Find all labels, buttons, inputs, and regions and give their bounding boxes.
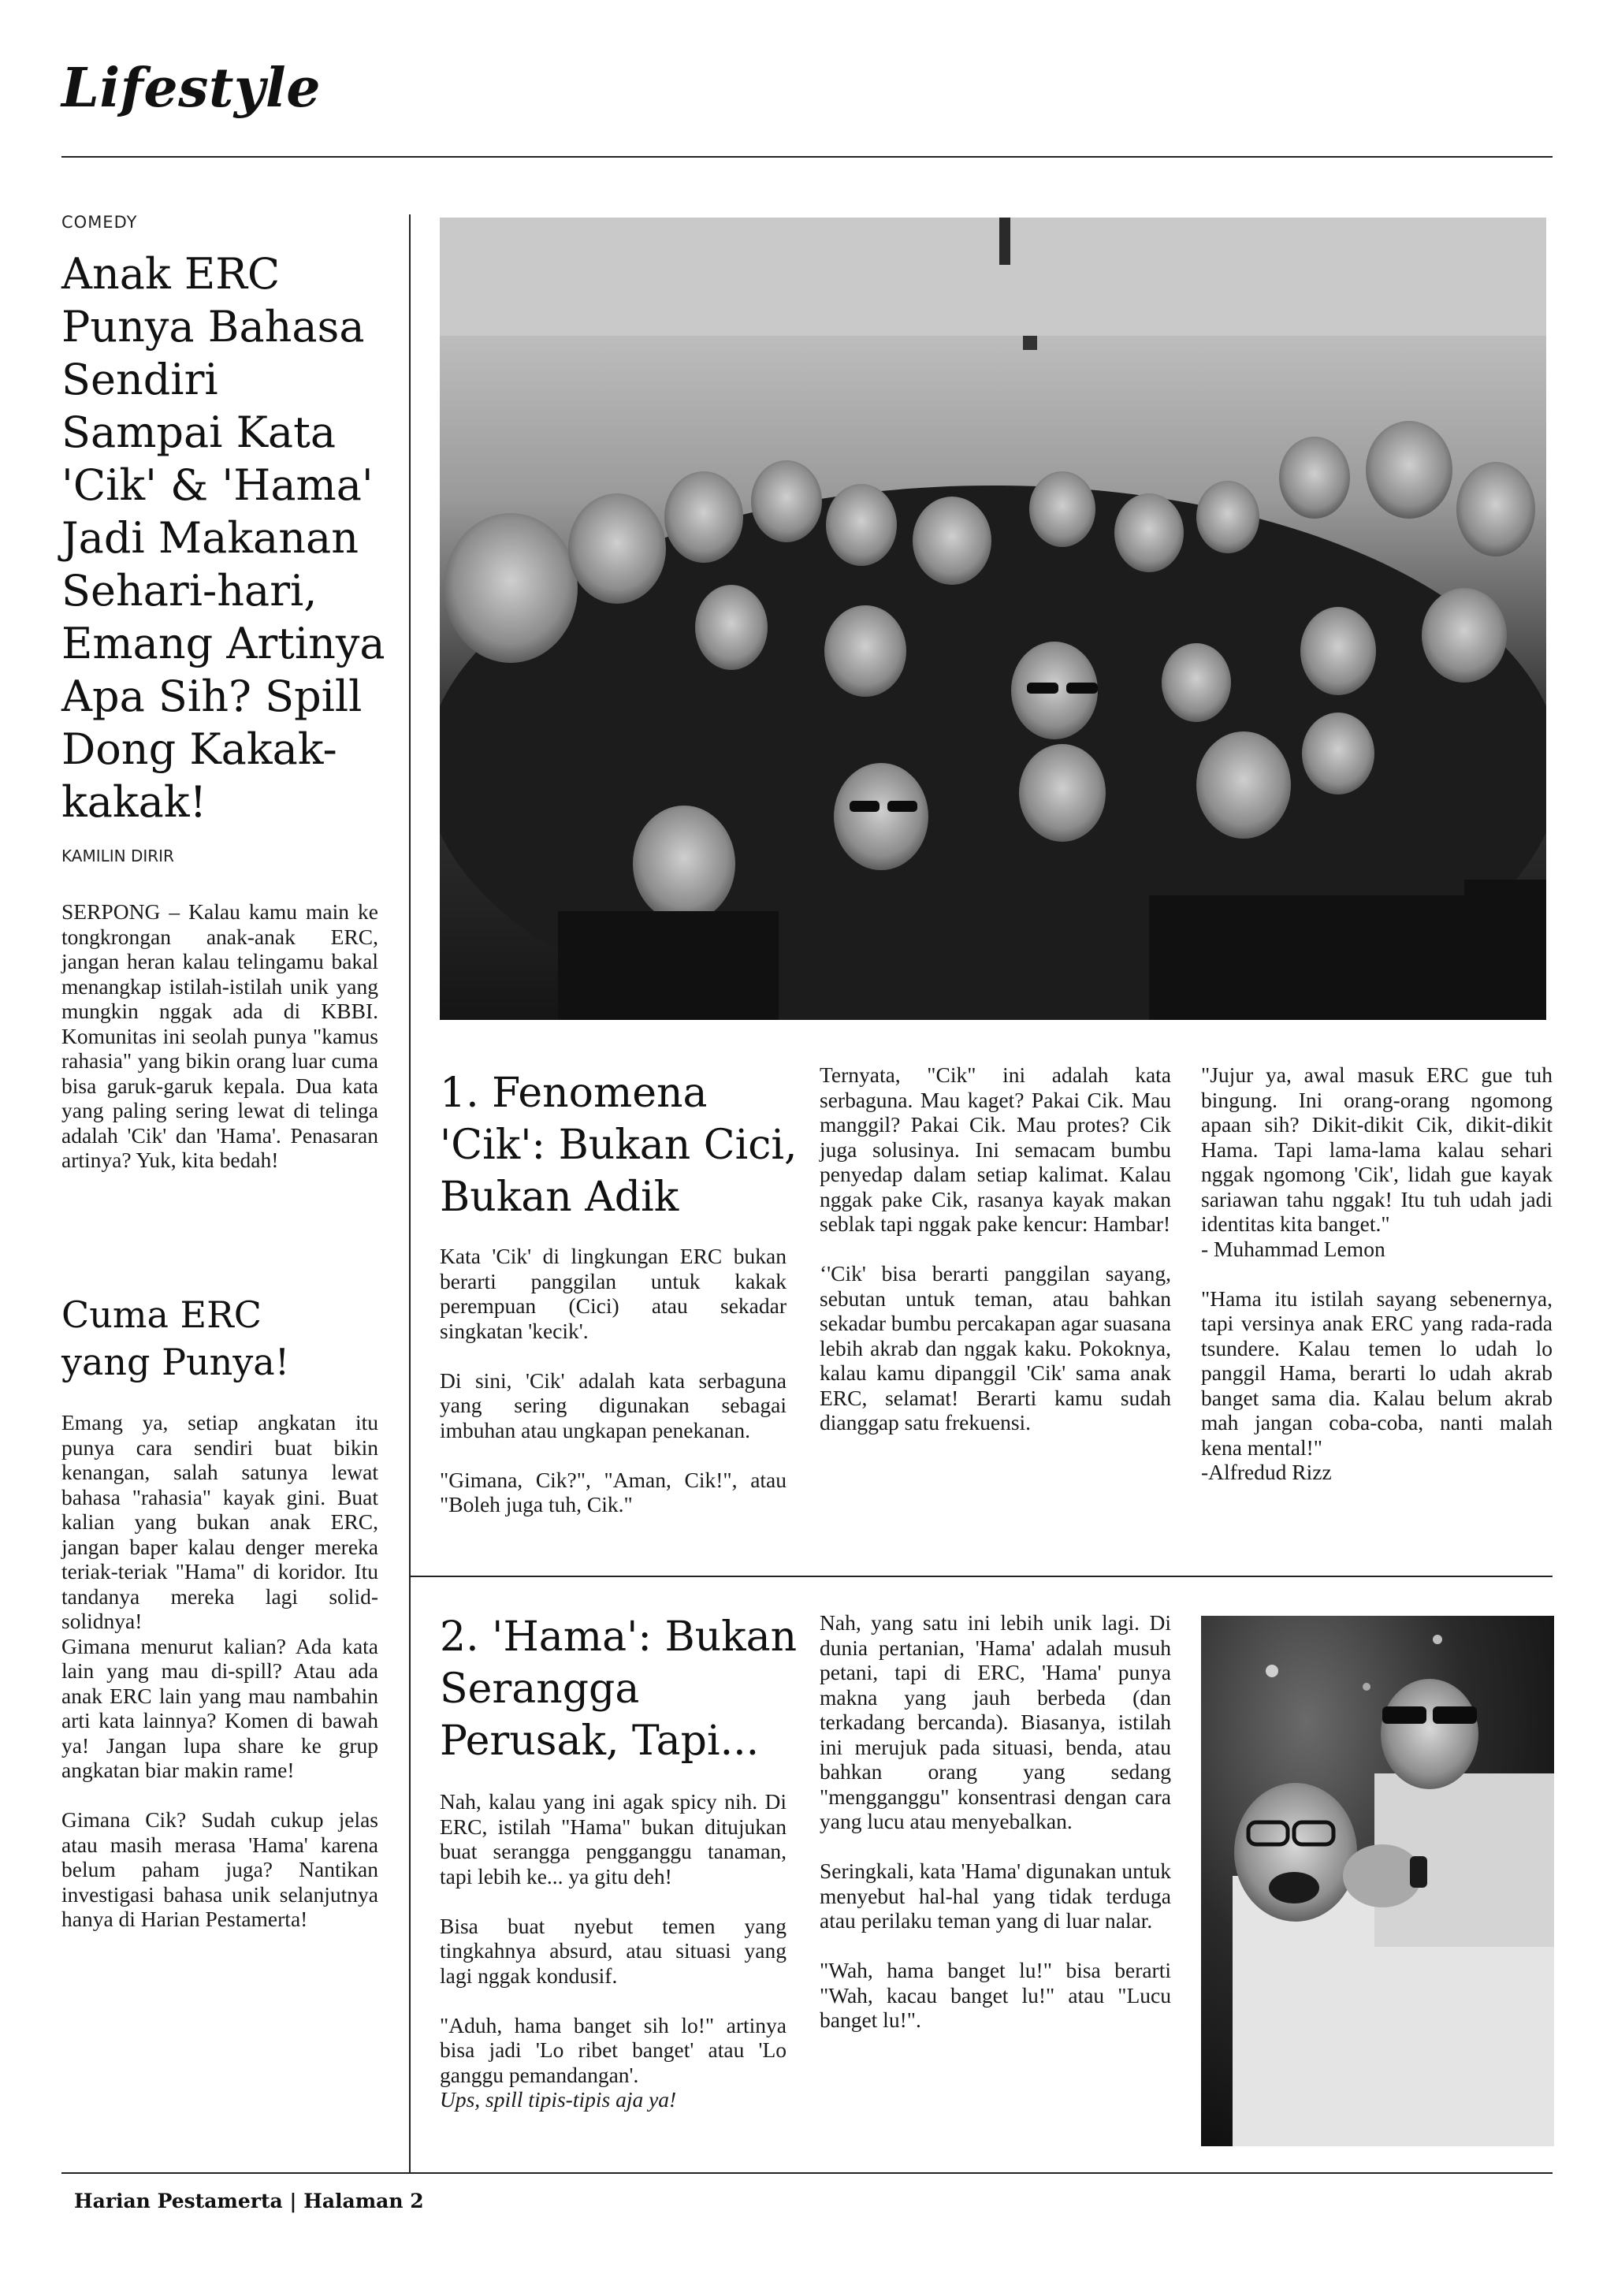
section2-paragraph: "Wah, hama banget lu!" bisa berarti "Wah, kacau banget lu!" atau "Lucu banget lu!". <box>820 1958 1171 2032</box>
sidebar-paragraph: Gimana Cik? Sudah cukup jelas atau masih merasa 'Hama' karena belum paham juga? Nantikan investigasi bahasa unik selanjutnya hanya di Harian Pestamerta! <box>61 1807 378 1931</box>
sidebar-body <box>61 1410 378 1932</box>
section2-column1 <box>440 1789 787 2112</box>
sidebar-heading: Cuma ERC yang Punya! <box>61 1293 290 1383</box>
article-intro <box>61 899 378 1173</box>
section1-paragraph: Di sini, 'Cik' adalah kata serbaguna yang sering digunakan sebagai imbuhan atau ungkapan penekanan. <box>440 1368 787 1442</box>
section2-heading: 2. 'Hama': Bukan Serangga Perusak, Tapi... <box>440 1613 798 1765</box>
section1-paragraph: Kata 'Cik' di lingkungan ERC bukan berarti panggilan untuk kakak perempuan (Cici) atau sekadar singkatan 'kecik'. <box>440 1244 787 1343</box>
section-title: Lifestyle <box>61 57 321 120</box>
section2-italic-note: Ups, spill tipis-tipis aja ya! <box>440 2087 677 2112</box>
section2-paragraph: Nah, kalau yang ini agak spicy nih. Di ERC, istilah "Hama" bukan ditujukan buat serangga pengganggu tanaman, tapi lebih ke... ya gitu deh! <box>440 1789 787 1889</box>
section2-paragraph: Nah, yang satu ini lebih unik lagi. Di dunia pertanian, 'Hama' adalah musuh petani, tapi di ERC, 'Hama' punya makna yang jauh berbeda (dan terkadang bercanda). Biasanya, istilah ini merujuk pada situasi, benda, atau bahkan orang yang sedang "mengganggu" konsentrasi dengan cara yang lucu atau menyebalkan. <box>820 1610 1171 1833</box>
section1-heading: 1. Fenomena 'Cik': Bukan Cici, Bukan Adik <box>440 1070 798 1221</box>
section2-column2 <box>820 1610 1171 2033</box>
section2-paragraph: "Aduh, hama banget sih lo!" artinya bisa jadi 'Lo ribet banget' atau 'Lo ganggu pemandangan'. <box>440 2012 787 2087</box>
quote-text: "Jujur ya, awal masuk ERC gue tuh bingung. Ini orang-orang ngomong apaan sih? Dikit-dikit Cik, dikit-dikit Hama. Tapi lama-lama kalau sehari nggak ngomong 'Cik', lidah gue kayak sariawan tahu nggak! Itu tuh udah jadi identitas kita banget." <box>1201 1062 1553 1236</box>
page-footer: Harian Pestamerta | Halaman 2 <box>74 2190 424 2212</box>
section-divider <box>411 1576 1553 1577</box>
section1-column1 <box>440 1244 787 1517</box>
left-column-divider <box>409 214 411 2172</box>
article-headline: Anak ERC Punya Bahasa Sendiri Sampai Kata 'Cik' & 'Hama' Jadi Makanan Sehari-hari, Emang Artinya Apa Sih? Spill Dong Kakak-kakak! <box>61 249 385 827</box>
intro-paragraph: SERPONG – Kalau kamu main ke tongkrongan anak-anak ERC, jangan heran kalau telingamu bakal menangkap istilah-istilah unik yang mungkin nggak ada di KBBI. Komunitas ini seolah punya "kamus rahasia" yang bikin orang luar cuma bisa garuk-garuk kepala. Dua kata yang paling sering lewat di telinga adalah 'Cik' dan 'Hama'. Penasaran artinya? Yuk, kita bedah! <box>61 899 378 1172</box>
header-divider <box>61 156 1553 158</box>
group-photo <box>440 218 1546 1020</box>
duo-photo <box>1201 1616 1554 2146</box>
section1-column2 <box>820 1062 1171 1435</box>
article-kicker: COMEDY <box>61 213 138 232</box>
article-byline: KAMILIN DIRIR <box>61 847 174 865</box>
section2-paragraph: Bisa buat nyebut temen yang tingkahnya absurd, atau situasi yang lagi nggak kondusif. <box>440 1913 787 1988</box>
section1-paragraph: Ternyata, "Cik" ini adalah kata serbaguna. Mau kaget? Pakai Cik. Mau manggil? Pakai Cik. Mau protes? Cik juga solusinya. Ini semacam bumbu penyedap dalam setiap kalimat. Kalau nggak pake Cik, rasanya kayak makan seblak tapi nggak pake kencur: Hambar! <box>820 1062 1171 1236</box>
section1-paragraph: "Gimana, Cik?", "Aman, Cik!", atau "Boleh juga tuh, Cik." <box>440 1467 787 1516</box>
quote-text: "Hama itu istilah sayang sebenernya, tapi versinya anak ERC yang rada-rada tsundere. Kalau temen lo udah lo panggil Hama, berarti lo udah akrab banget sama dia. Kalau belum akrab mah jangan coba-coba, nanti malah kena mental!" <box>1201 1286 1553 1460</box>
section1-paragraph: ‘'Cik' bisa berarti panggilan sayang, sebutan untuk teman, atau bahkan sekadar bumbu percakapan agar suasana lebih akrab dan nggak kaku. Pokoknya, kalau kamu dipanggil 'Cik' sama anak ERC, selamat! Berarti kamu sudah dianggap satu frekuensi. <box>820 1261 1171 1435</box>
section2-paragraph: Seringkali, kata 'Hama' digunakan untuk menyebut hal-hal yang tidak terduga atau perilaku teman yang di luar nalar. <box>820 1859 1171 1933</box>
group-photo-image <box>440 218 1546 1020</box>
quote-author: - Muhammad Lemon <box>1201 1236 1385 1261</box>
section1-column3 <box>1201 1062 1553 1485</box>
quote-author: -Alfredud Rizz <box>1201 1460 1332 1484</box>
footer-divider <box>61 2172 1553 2174</box>
duo-photo-image <box>1201 1616 1554 2146</box>
sidebar-paragraph: Emang ya, setiap angkatan itu punya cara sendiri buat bikin kenangan, salah satunya lewat bahasa "rahasia" kayak gini. Buat kalian yang bukan anak ERC, jangan baper kalau denger mereka teriak-teriak "Hama" di koridor. Itu tandanya mereka lagi solid-solidnya! <box>61 1410 378 1633</box>
sidebar-paragraph: Gimana menurut kalian? Ada kata lain yang mau di-spill? Atau ada anak ERC lain yang mau nambahin arti kata lainnya? Komen di bawah ya! Jangan lupa share ke grup angkatan biar makin rame! <box>61 1633 378 1782</box>
